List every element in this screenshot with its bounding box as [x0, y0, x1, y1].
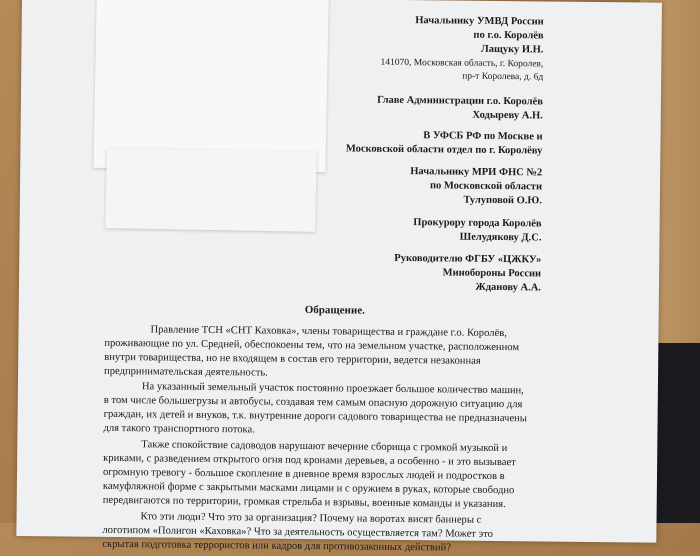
- addressee-1-line-3: Лащуку И.Н.: [480, 43, 544, 56]
- addressee-6-line-2: Минобороны России: [442, 267, 542, 280]
- addressee-2-line-1: Главе Администрации г.о. Королёв: [377, 94, 543, 108]
- addressee-5-line-2: Шелудякову Д.С.: [459, 231, 542, 244]
- body-line: граждан, их детей и внуков, т.к. внутренние дороги садового товарищества не предназначены: [103, 408, 527, 425]
- body-line: криками, с разведением открытого огня под кронами деревьев, а особенно - и это вызывает: [103, 452, 516, 469]
- addressee-4-line-1: Начальнику МРИ ФНС №2: [410, 166, 543, 179]
- body-line: На указанный земельный участок постоянно проезжает большое количество машин,: [141, 381, 524, 397]
- addressee-1-line-2: по г.о. Королёв: [473, 29, 544, 42]
- body-line: Правление ТСН «СНТ Каховка», члены товарищества и граждане г.о. Королёв,: [150, 324, 507, 340]
- letter-page: [16, 0, 662, 554]
- address-line-1: 141070, Московская область, г. Королев,: [380, 57, 544, 70]
- body-line: для такого транспортного потока.: [103, 422, 255, 436]
- address-line-2: пр-т Королева, д. 6д: [462, 71, 544, 83]
- addressee-4-line-3: Тулуповой О.Ю.: [463, 194, 542, 207]
- addressee-1-line-1: Начальнику УМВД России: [415, 15, 544, 28]
- addressee-3-line-2: Московской области отдел по г. Королёву: [345, 143, 543, 157]
- addressee-5-line-1: Прокурору города Королёв: [413, 217, 542, 230]
- body-line: скрытая подготовка террористов или кадров для противозаконных действий?: [102, 538, 452, 554]
- addressee-4-line-2: по Московской области: [429, 180, 543, 193]
- body-line: передвигаются по территории, громкая стрельба и взрывы, военные команды и указания.: [102, 494, 506, 511]
- sticky-note-bottom: [105, 148, 316, 232]
- letter-title: Обращение.: [304, 303, 365, 317]
- body-line: предпринимательская деятельность.: [104, 365, 268, 379]
- addressee-2-line-2: Ходыреву А.Н.: [472, 109, 543, 122]
- sticky-note-top: [93, 0, 328, 172]
- addressee-6-line-1: Руководителю ФГБУ «ЦЖКУ»: [394, 252, 542, 266]
- body-line: в том числе большегрузы и автобусы, создавая тем самым опасную дорожную ситуацию для: [103, 394, 523, 411]
- body-line: проживающие по ул. Средней, обеспокоены тем, что на земельном участке, расположенном: [104, 337, 520, 354]
- addressee-6-line-3: Жданову А.А.: [475, 281, 542, 294]
- body-line: Также спокойствие садоводов нарушают вечерние сборища с громкой музыкой и: [141, 439, 508, 455]
- body-line: внутри товарищества, но не входящем в состав его территории, ведется незаконная: [104, 351, 481, 367]
- body-line: огромную тревогу - большое скопление в дневное время взрослых людей и подростков в: [102, 466, 505, 483]
- body-line: логотипом «Полигон «Каховка»? Что за деятельность осуществляется там? Может это: [102, 524, 493, 540]
- body-line: Кто эти люди? Что это за организация? Почему на воротах висят баннеры с: [140, 511, 482, 526]
- body-line: камуфляжной форме с закрытыми масками лицами и с оружием в руках, которые свободно: [102, 480, 515, 497]
- addressee-3-line-1: В УФСБ РФ по Москве и: [423, 130, 543, 143]
